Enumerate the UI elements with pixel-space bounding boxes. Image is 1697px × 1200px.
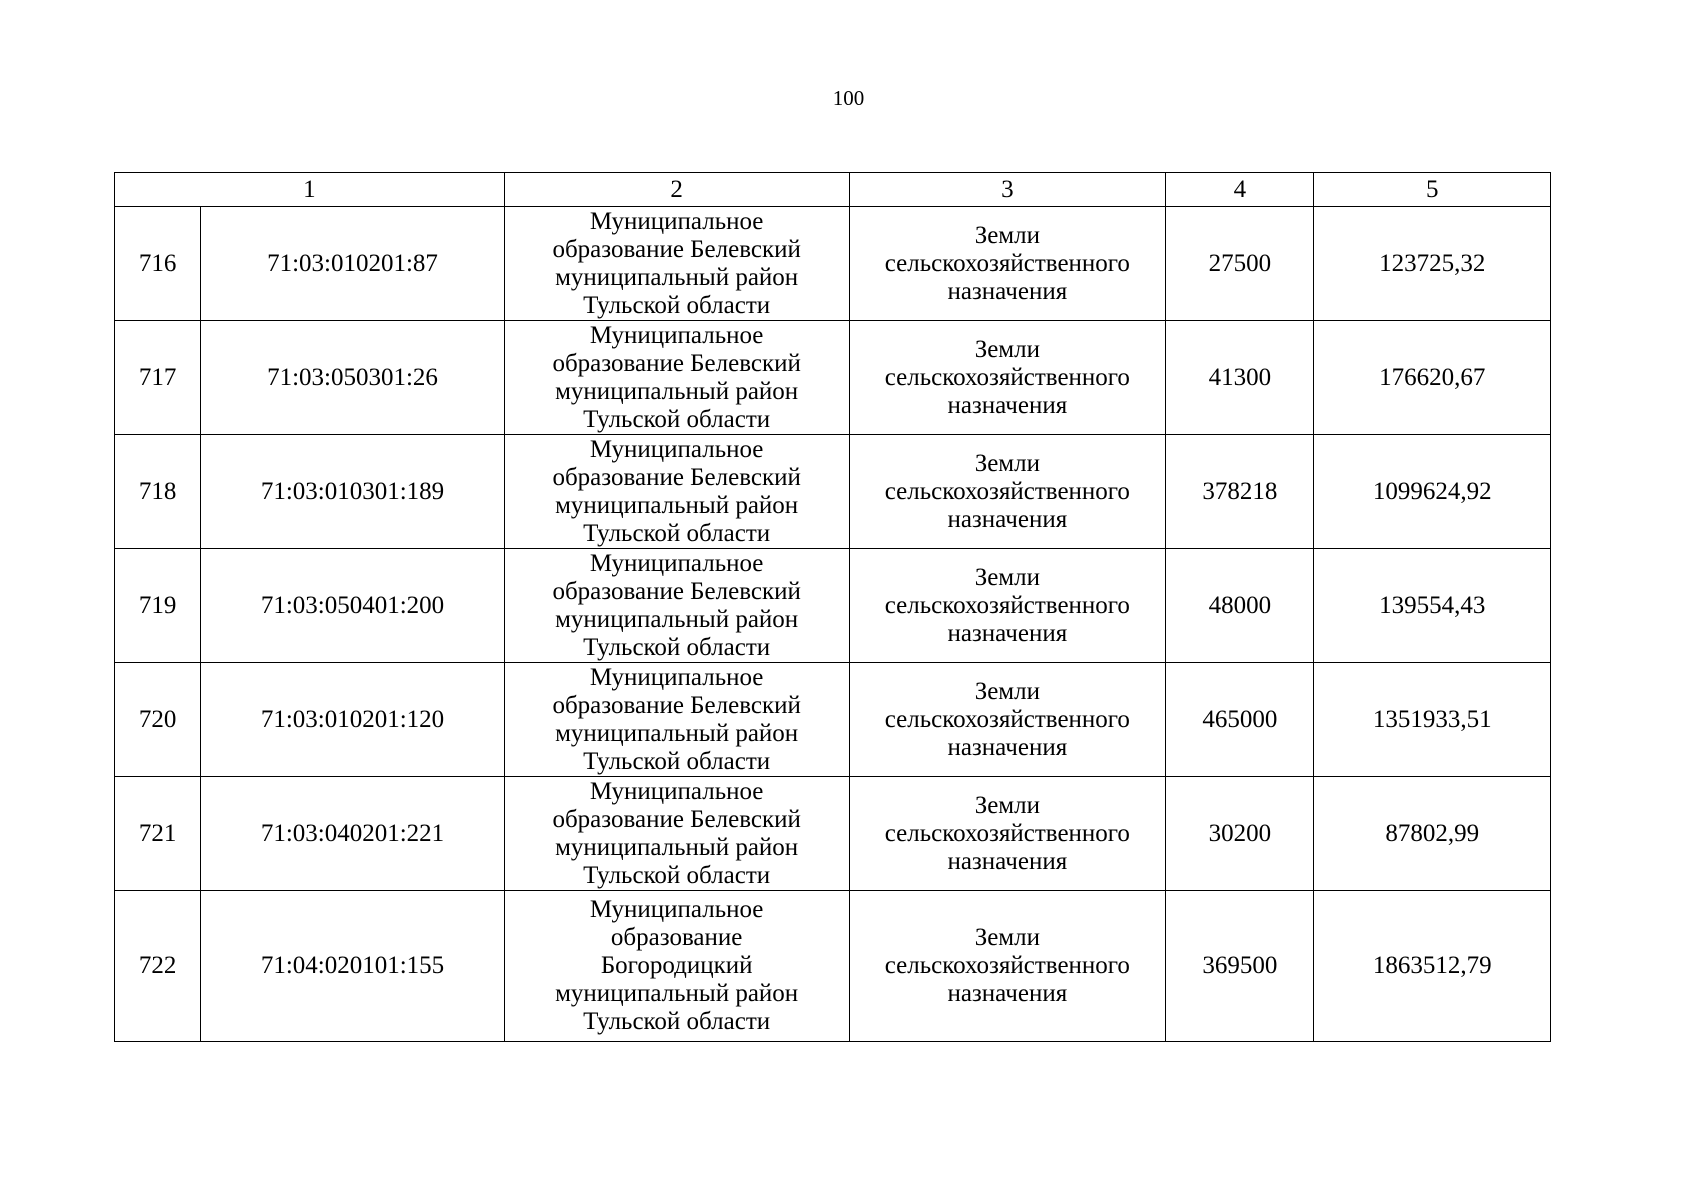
owner-cell [504, 891, 849, 1042]
owner-cell [504, 777, 849, 891]
cadastral-number-cell: 71:03:010201:120 [201, 663, 505, 777]
row-number-cell: 719 [115, 549, 201, 663]
owner-cell [504, 549, 849, 663]
cadastral-value-cell: 1099624,92 [1314, 435, 1551, 549]
land-category-cell [849, 321, 1166, 435]
owner-cell-line: муниципальный район [555, 980, 799, 1007]
row-number-cell: 721 [115, 777, 201, 891]
owner-cell-line: Муниципальное [589, 663, 764, 691]
cadastral-value-cell: 1863512,79 [1314, 891, 1551, 1042]
area-cell: 465000 [1166, 663, 1314, 777]
owner-cell-line: Тульской области [583, 861, 771, 889]
row-number-cell: 720 [115, 663, 201, 777]
owner-cell-line: образование Белевский [552, 235, 801, 263]
column-header-3: 3 [849, 173, 1166, 207]
owner-cell-line: муниципальный район [555, 377, 799, 405]
land-category-cell-line: Земли [974, 563, 1040, 591]
land-category-cell [849, 207, 1166, 321]
table-row [115, 663, 1551, 777]
owner-cell-line: образование Белевский [552, 463, 801, 491]
area-cell: 378218 [1166, 435, 1314, 549]
row-number-cell: 717 [115, 321, 201, 435]
land-category-cell-line: сельскохозяйственного [884, 363, 1130, 391]
owner-cell-line: Муниципальное [589, 549, 764, 577]
area-cell: 41300 [1166, 321, 1314, 435]
land-category-cell [849, 663, 1166, 777]
cadastral-value-cell: 1351933,51 [1314, 663, 1551, 777]
table-row [115, 321, 1551, 435]
land-registry-table [114, 172, 1551, 1042]
owner-cell-line: Муниципальное [589, 207, 764, 235]
owner-cell [504, 207, 849, 321]
owner-cell-line: Богородицкий [600, 952, 753, 979]
table-row [115, 891, 1551, 1042]
land-category-cell [849, 777, 1166, 891]
area-cell: 48000 [1166, 549, 1314, 663]
column-header-5: 5 [1314, 173, 1551, 207]
cadastral-value-cell: 176620,67 [1314, 321, 1551, 435]
column-header-1: 1 [115, 173, 505, 207]
land-category-cell-line: Земли [974, 791, 1040, 819]
cadastral-number-cell: 71:03:010201:87 [201, 207, 505, 321]
owner-cell-line: Тульской области [583, 519, 771, 547]
column-header-4: 4 [1166, 173, 1314, 207]
area-cell: 27500 [1166, 207, 1314, 321]
owner-cell-line: Муниципальное [589, 896, 764, 923]
column-header-2: 2 [504, 173, 849, 207]
owner-cell-line: Тульской области [583, 405, 771, 433]
land-category-cell-line: Земли [974, 677, 1040, 705]
cadastral-number-cell: 71:03:050401:200 [201, 549, 505, 663]
owner-cell [504, 435, 849, 549]
cadastral-value-cell: 123725,32 [1314, 207, 1551, 321]
land-category-cell-line: сельскохозяйственного [884, 249, 1130, 277]
owner-cell-line: муниципальный район [555, 491, 799, 519]
owner-cell-line: Муниципальное [589, 435, 764, 463]
owner-cell-line: Тульской области [583, 633, 771, 661]
land-category-cell-line: сельскохозяйственного [884, 705, 1130, 733]
owner-cell-line: Муниципальное [589, 321, 764, 349]
owner-cell-line: образование Белевский [552, 349, 801, 377]
owner-cell-line: образование Белевский [552, 577, 801, 605]
owner-cell-line: муниципальный район [555, 605, 799, 633]
owner-cell-line: образование Белевский [552, 691, 801, 719]
table-row [115, 777, 1551, 891]
land-category-cell [849, 891, 1166, 1042]
cadastral-value-cell: 87802,99 [1314, 777, 1551, 891]
owner-cell-line: муниципальный район [555, 263, 799, 291]
table-row [115, 549, 1551, 663]
land-category-cell-line: назначения [947, 505, 1068, 533]
cadastral-value-cell: 139554,43 [1314, 549, 1551, 663]
owner-cell [504, 663, 849, 777]
land-category-cell [849, 549, 1166, 663]
land-category-cell-line: сельскохозяйственного [884, 477, 1130, 505]
land-category-cell-line: назначения [947, 847, 1068, 875]
owner-cell-line: образование Белевский [552, 805, 801, 833]
owner-cell-line: образование [610, 924, 743, 951]
land-category-cell-line: сельскохозяйственного [884, 819, 1130, 847]
land-category-cell-line: назначения [947, 619, 1068, 647]
area-cell: 369500 [1166, 891, 1314, 1042]
owner-cell-line: муниципальный район [555, 719, 799, 747]
area-cell: 30200 [1166, 777, 1314, 891]
land-category-cell [849, 435, 1166, 549]
column-number-header-row [115, 173, 1551, 207]
land-category-cell-line: сельскохозяйственного [884, 952, 1130, 979]
owner-cell-line: Тульской области [583, 291, 771, 319]
land-category-cell-line: назначения [947, 980, 1068, 1007]
land-category-cell-line: назначения [947, 733, 1068, 761]
land-category-cell-line: назначения [947, 277, 1068, 305]
land-category-cell-line: назначения [947, 391, 1068, 419]
cadastral-number-cell: 71:03:050301:26 [201, 321, 505, 435]
land-category-cell-line: Земли [974, 221, 1040, 249]
land-category-cell-line: сельскохозяйственного [884, 591, 1130, 619]
cadastral-number-cell: 71:03:010301:189 [201, 435, 505, 549]
page-number: 100 [832, 86, 865, 110]
land-category-cell-line: Земли [974, 449, 1040, 477]
table-row [115, 435, 1551, 549]
row-number-cell: 716 [115, 207, 201, 321]
cadastral-number-cell: 71:04:020101:155 [201, 891, 505, 1042]
row-number-cell: 722 [115, 891, 201, 1042]
table-row [115, 207, 1551, 321]
owner-cell [504, 321, 849, 435]
owner-cell-line: Тульской области [583, 1008, 771, 1035]
cadastral-number-cell: 71:03:040201:221 [201, 777, 505, 891]
row-number-cell: 718 [115, 435, 201, 549]
owner-cell-line: Тульской области [583, 747, 771, 775]
owner-cell-line: муниципальный район [555, 833, 799, 861]
land-category-cell-line: Земли [974, 924, 1040, 951]
owner-cell-line: Муниципальное [589, 777, 764, 805]
land-category-cell-line: Земли [974, 335, 1040, 363]
